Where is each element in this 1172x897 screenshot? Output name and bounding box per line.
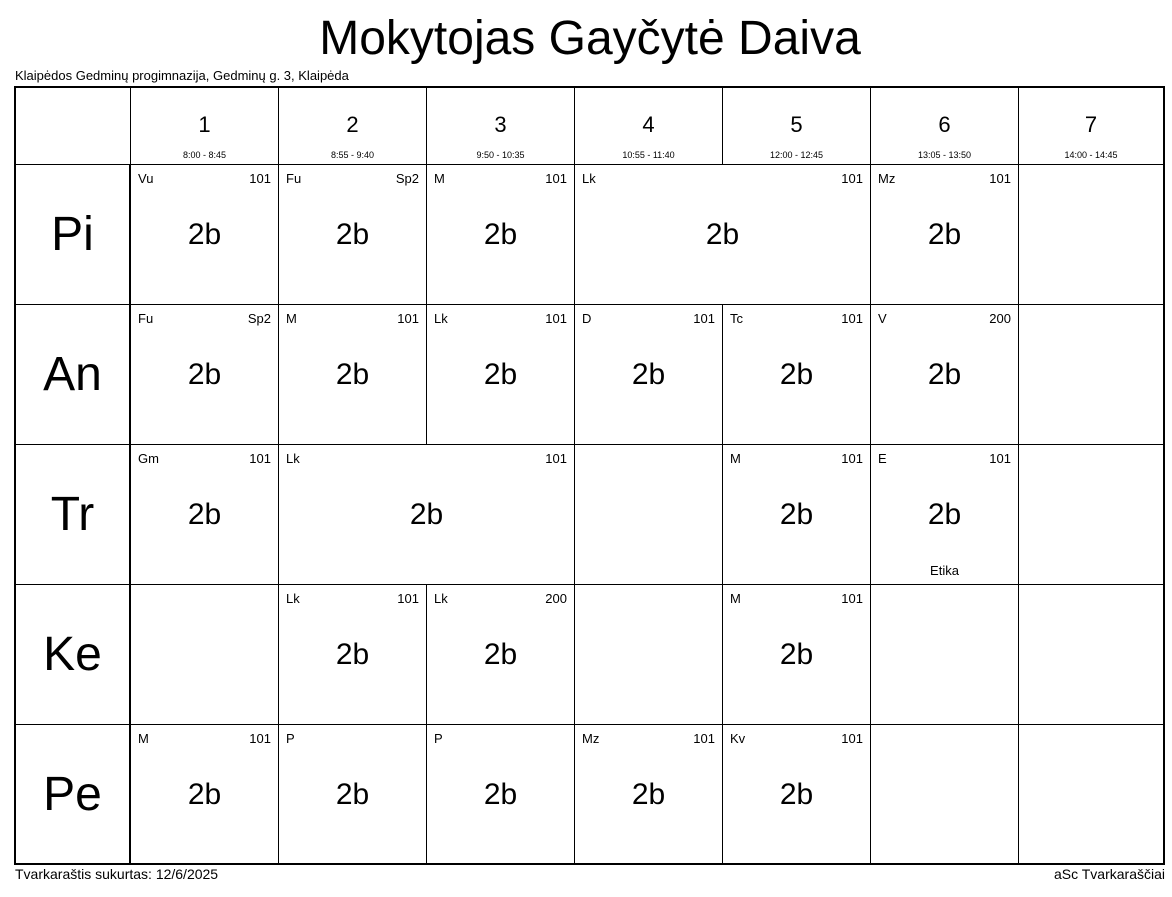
- empty-slot: [1018, 725, 1163, 865]
- lesson-subject: Kv: [730, 731, 746, 746]
- lesson-room: 101: [841, 591, 863, 606]
- period-number: 3: [494, 112, 507, 137]
- lesson-cell[interactable]: [574, 725, 722, 865]
- lesson-class: 2b: [187, 498, 222, 531]
- lesson-class: 2b: [483, 778, 518, 811]
- lesson-subject: Fu: [286, 171, 302, 186]
- period-header: [870, 88, 1018, 165]
- lesson-room: 101: [545, 171, 567, 186]
- lesson-subject: M: [286, 311, 297, 326]
- lesson-room: 101: [841, 171, 863, 186]
- lesson-subject: P: [434, 731, 443, 746]
- period-number: 4: [642, 112, 655, 137]
- lesson-class: 2b: [779, 638, 814, 671]
- lesson-room: 101: [989, 171, 1011, 186]
- lesson-subject: Gm: [138, 451, 159, 466]
- lesson-cell[interactable]: [130, 165, 278, 305]
- day-label: Ke: [16, 585, 130, 725]
- lesson-class: 2b: [483, 638, 518, 671]
- lesson-room: 101: [841, 731, 863, 746]
- lesson-room: 200: [545, 591, 567, 606]
- lesson-room: 101: [693, 311, 715, 326]
- period-time: 12:00 - 12:45: [769, 150, 824, 160]
- empty-slot: [1018, 305, 1163, 445]
- lesson-class: 2b: [335, 218, 370, 251]
- period-number: 2: [346, 112, 359, 137]
- lesson-cell[interactable]: [278, 305, 426, 445]
- lesson-subject: M: [434, 171, 445, 186]
- lesson-cell[interactable]: [574, 305, 722, 445]
- empty-slot: [870, 585, 1018, 725]
- lesson-cell[interactable]: [722, 725, 870, 865]
- lesson-subject: Lk: [434, 591, 448, 606]
- period-time: 8:00 - 8:45: [182, 150, 227, 160]
- lesson-cell[interactable]: [426, 165, 574, 305]
- lesson-subject: M: [730, 591, 741, 606]
- lesson-cell[interactable]: [722, 445, 870, 585]
- lesson-class: 2b: [927, 218, 962, 251]
- lesson-subject: Mz: [582, 731, 600, 746]
- empty-slot: [1018, 165, 1163, 305]
- period-header: [722, 88, 870, 165]
- lesson-room: 101: [249, 171, 271, 186]
- lesson-subject: E: [878, 451, 887, 466]
- lesson-cell[interactable]: [130, 305, 278, 445]
- lesson-room: 101: [397, 591, 419, 606]
- lesson-class: 2b: [779, 358, 814, 391]
- lesson-cell[interactable]: [870, 165, 1018, 305]
- day-label: Tr: [16, 445, 130, 585]
- school-address: Klaipėdos Gedminų progimnazija, Gedminų g. 3, Klaipėda: [15, 68, 349, 83]
- period-header: [130, 88, 278, 165]
- lesson-room: 101: [841, 451, 863, 466]
- empty-slot: [574, 585, 722, 725]
- lesson-cell[interactable]: [130, 445, 278, 585]
- lesson-class: 2b: [187, 218, 222, 251]
- empty-slot: [574, 445, 722, 585]
- period-header: [278, 88, 426, 165]
- lesson-subject: Fu: [138, 311, 154, 326]
- empty-slot: [1018, 445, 1163, 585]
- lesson-subject: Lk: [434, 311, 448, 326]
- lesson-class: 2b: [631, 358, 666, 391]
- lesson-subject: Lk: [582, 171, 596, 186]
- lesson-subject: V: [878, 311, 887, 326]
- lesson-class: 2b: [927, 498, 962, 531]
- empty-slot: [130, 585, 278, 725]
- created-date: Tvarkaraštis sukurtas: 12/6/2025: [15, 866, 219, 882]
- period-time: 13:05 - 13:50: [917, 150, 972, 160]
- lesson-cell[interactable]: [870, 305, 1018, 445]
- day-label: Pe: [16, 725, 130, 865]
- lesson-room: 101: [693, 731, 715, 746]
- lesson-room: 101: [249, 451, 271, 466]
- lesson-cell[interactable]: [574, 165, 870, 305]
- lesson-class: 2b: [409, 498, 444, 531]
- lesson-cell[interactable]: [426, 585, 574, 725]
- lesson-class: 2b: [927, 358, 962, 391]
- lesson-room: Sp2: [247, 311, 271, 326]
- period-number: 1: [198, 112, 211, 137]
- timetable-grid: [14, 86, 1165, 865]
- lesson-class: 2b: [631, 778, 666, 811]
- lesson-room: 101: [397, 311, 419, 326]
- period-time: 10:55 - 11:40: [622, 150, 675, 160]
- period-header: [1018, 88, 1163, 165]
- lesson-room: 101: [545, 311, 567, 326]
- lesson-room: 101: [989, 451, 1011, 466]
- period-header: [574, 88, 722, 165]
- period-header: [426, 88, 574, 165]
- day-label: An: [16, 305, 130, 445]
- lesson-room: 101: [545, 451, 567, 466]
- lesson-class: 2b: [335, 638, 370, 671]
- lesson-cell[interactable]: [130, 725, 278, 865]
- lesson-room: 101: [841, 311, 863, 326]
- lesson-cell[interactable]: [426, 305, 574, 445]
- lesson-room: 101: [249, 731, 271, 746]
- lesson-subject: Lk: [286, 451, 300, 466]
- lesson-cell[interactable]: [870, 445, 1018, 585]
- lesson-class: 2b: [705, 218, 740, 251]
- lesson-class: 2b: [187, 778, 222, 811]
- lesson-cell[interactable]: [722, 585, 870, 725]
- day-label: Pi: [16, 165, 130, 305]
- lesson-class: 2b: [187, 358, 222, 391]
- lesson-class: 2b: [779, 778, 814, 811]
- lesson-subject: P: [286, 731, 295, 746]
- lesson-subject: Lk: [286, 591, 300, 606]
- lesson-class: 2b: [335, 358, 370, 391]
- lesson-class: 2b: [779, 498, 814, 531]
- period-time: 14:00 - 14:45: [1064, 150, 1118, 160]
- period-time: 8:55 - 9:40: [330, 150, 375, 160]
- lesson-cell[interactable]: [426, 725, 574, 865]
- lesson-subject: Mz: [878, 171, 896, 186]
- lesson-subject: M: [730, 451, 741, 466]
- lesson-subject: M: [138, 731, 149, 746]
- period-number: 5: [790, 112, 803, 137]
- lesson-room: Sp2: [395, 171, 419, 186]
- lesson-note: Etika: [930, 563, 959, 578]
- lesson-subject: Tc: [730, 311, 743, 326]
- period-time: 9:50 - 10:35: [476, 150, 525, 160]
- lesson-class: 2b: [335, 778, 370, 811]
- lesson-cell[interactable]: [278, 725, 426, 865]
- lesson-subject: Vu: [138, 171, 154, 186]
- lesson-cell[interactable]: [278, 585, 426, 725]
- lesson-subject: D: [582, 311, 592, 326]
- brand-label: aSc Tvarkaraščiai: [1053, 866, 1165, 882]
- period-number: 7: [1084, 112, 1098, 137]
- lesson-class: 2b: [483, 358, 518, 391]
- page-title: Mokytojas Gayčytė Daiva: [319, 12, 861, 65]
- lesson-room: 200: [989, 311, 1011, 326]
- grid-corner: [16, 88, 130, 165]
- lesson-cell[interactable]: [278, 445, 574, 585]
- period-number: 6: [938, 112, 951, 137]
- lesson-cell[interactable]: [278, 165, 426, 305]
- lesson-class: 2b: [483, 218, 518, 251]
- empty-slot: [870, 725, 1018, 865]
- lesson-cell[interactable]: [722, 305, 870, 445]
- empty-slot: [1018, 585, 1163, 725]
